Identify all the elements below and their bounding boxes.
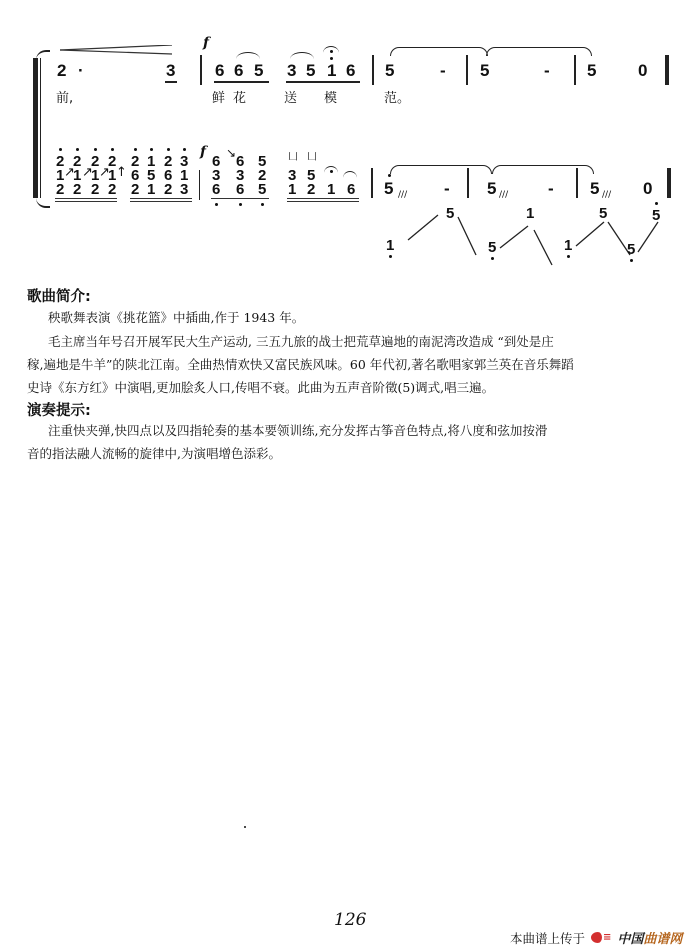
octave-dot	[134, 148, 137, 151]
lyric: 模	[324, 91, 338, 106]
dash: -	[444, 179, 450, 198]
note: 5	[258, 153, 267, 170]
note: 6	[236, 181, 245, 198]
system-bracket-thin	[40, 58, 41, 198]
underline	[130, 201, 192, 202]
note: 5	[627, 241, 636, 258]
note-dot: ·	[78, 61, 84, 80]
system-bracket	[33, 58, 38, 198]
intro-heading: 歌曲简介:	[27, 289, 91, 305]
barline	[372, 55, 374, 85]
note: 6	[234, 61, 244, 80]
intro-paragraph-3: 稼,遍地是牛羊”的陕北江南。全曲热情欢快又富民族风味。60 年代初,著名歌唱家郭兰英在音乐舞蹈	[27, 357, 574, 372]
note: 1	[91, 167, 100, 184]
note: 5	[587, 61, 597, 80]
slur	[236, 52, 260, 59]
octave-dot	[59, 148, 62, 151]
speck	[244, 826, 246, 828]
note: 5	[147, 167, 156, 184]
lyric: 鲜	[212, 91, 226, 106]
note: 2	[56, 181, 65, 198]
octave-dot	[167, 148, 170, 151]
note: 3	[180, 153, 189, 170]
note: 0	[638, 61, 648, 80]
lyric: 前,	[56, 91, 74, 106]
note: 1	[327, 181, 336, 198]
low-octave-dot	[389, 255, 392, 258]
tips-paragraph-2: 音的指法融人流畅的旋律中,为演唱增色添彩。	[27, 446, 281, 461]
fingering-arrow-icon: ↗	[99, 165, 110, 180]
bracket-top-hook	[36, 50, 50, 62]
page-number: 126	[334, 910, 367, 930]
note: 3	[180, 181, 189, 198]
note: 2	[164, 153, 173, 170]
low-octave-dot	[567, 255, 570, 258]
underline	[214, 81, 269, 83]
barline	[467, 168, 469, 198]
dash: -	[544, 61, 550, 80]
note: 6	[212, 153, 221, 170]
note: 3	[288, 167, 297, 184]
fingering-arrow-icon: ↑	[116, 165, 127, 180]
note: 5	[258, 181, 267, 198]
fingering-arrow-icon: ↗	[82, 165, 93, 180]
low-octave-dot	[239, 203, 242, 206]
tips-paragraph-1: 注重快夹弹,快四点以及四指轮奏的基本要领训练,充分发挥古筝音色特点,将八度和弦加按滑	[48, 423, 548, 438]
tie	[390, 165, 492, 174]
note: 1	[147, 153, 156, 170]
barline	[199, 170, 200, 200]
tips-heading: 演奏提示:	[27, 403, 91, 419]
note: 6	[215, 61, 225, 80]
note: 2	[307, 181, 316, 198]
underline	[55, 201, 117, 202]
slide-arrow-icon: ↘	[226, 146, 237, 160]
note: 1	[288, 181, 297, 198]
dynamic-forte: f	[203, 35, 210, 51]
note: 6	[347, 181, 356, 198]
site-name-part-b: 曲谱网	[643, 932, 683, 947]
site-name[interactable]	[617, 928, 682, 947]
fermata-dot	[330, 50, 333, 53]
octave-dot	[94, 148, 97, 151]
tie	[486, 47, 592, 56]
dash: -	[440, 61, 446, 80]
upload-text: 本曲谱上传于	[510, 930, 586, 946]
note: 2	[108, 153, 117, 170]
note: 1	[386, 237, 395, 254]
tremolo-icon: ///	[602, 190, 612, 200]
barline	[466, 55, 468, 85]
note: 5	[488, 239, 497, 256]
lyric: 送	[284, 91, 298, 106]
note: 5	[652, 207, 661, 224]
note: 6	[346, 61, 356, 80]
slur	[290, 52, 314, 59]
note: 3	[287, 61, 297, 80]
underline	[130, 198, 192, 199]
barline	[574, 55, 576, 85]
note: 2	[164, 181, 173, 198]
note: 5	[306, 61, 316, 80]
upload-credit	[510, 928, 682, 947]
octave-dot	[150, 148, 153, 151]
note: 2	[57, 61, 67, 80]
final-barline	[665, 55, 669, 85]
fermata-dot	[330, 170, 333, 173]
note: 2	[91, 181, 100, 198]
intro-paragraph-1: 秧歌舞表演《挑花篮》中插曲,作于 1943 年。	[48, 310, 305, 325]
slur	[343, 171, 357, 178]
octave-dot	[111, 148, 114, 151]
note: 2	[131, 181, 140, 198]
note: 2	[91, 153, 100, 170]
note: 1	[327, 61, 337, 80]
barline	[371, 168, 373, 198]
pluck-mark-icon: 凵	[288, 152, 298, 163]
note: 2	[258, 167, 267, 184]
tremolo-icon: ///	[398, 190, 408, 200]
site-logo-icon: ≡	[591, 932, 611, 943]
note: 2	[73, 153, 82, 170]
note: 5	[307, 167, 316, 184]
note: 2	[108, 181, 117, 198]
bracket-bottom-hook	[36, 196, 50, 208]
note: 5	[384, 179, 394, 198]
note: 5	[446, 205, 455, 222]
note: 6	[212, 181, 221, 198]
note: 5	[254, 61, 264, 80]
hairpin	[60, 40, 172, 50]
note: 5	[590, 179, 600, 198]
intro-paragraph-4: 史诗《东方红》中演唱,更加脍炙人口,传唱不衰。此曲为五声音阶徵(5)调式,唱三遍。	[27, 380, 495, 395]
tie	[390, 47, 488, 56]
note: 1	[526, 205, 535, 222]
note: 1	[108, 167, 117, 184]
octave-dot	[76, 148, 79, 151]
note: 0	[643, 179, 653, 198]
underline	[286, 81, 360, 83]
low-octave-dot	[630, 259, 633, 262]
note: 6	[236, 153, 245, 170]
note: 5	[599, 205, 608, 222]
final-barline	[667, 168, 671, 198]
octave-dot	[330, 57, 333, 60]
note: 5	[385, 61, 395, 80]
note: 6	[131, 167, 140, 184]
octave-dot	[388, 174, 391, 177]
site-name-part-a: 中国	[617, 932, 644, 947]
low-octave-dot	[215, 203, 218, 206]
note: 2	[56, 153, 65, 170]
tremolo-icon: ///	[499, 190, 509, 200]
low-octave-dot	[261, 203, 264, 206]
note: 2	[131, 153, 140, 170]
fingering-arrow-icon: ↗	[64, 165, 75, 180]
tie	[492, 165, 594, 174]
barline	[200, 55, 202, 85]
underline	[287, 201, 359, 202]
note: 3	[212, 167, 221, 184]
lyric: 花	[233, 91, 247, 106]
note: 1	[180, 167, 189, 184]
low-octave-dot	[491, 257, 494, 260]
intro-paragraph-2: 毛主席当年号召开展军民大生产运动, 三五九旅的战士把荒草遍地的南泥湾改造成 “到处是庄	[48, 334, 554, 349]
underline	[165, 81, 177, 83]
note: 1	[564, 237, 573, 254]
underline	[55, 198, 117, 199]
note: 1	[56, 167, 65, 184]
dash: -	[548, 179, 554, 198]
pluck-mark-icon: 凵	[307, 152, 317, 163]
note: 2	[73, 181, 82, 198]
note: 3	[166, 61, 176, 80]
barline	[576, 168, 578, 198]
dynamic-forte: f	[200, 144, 207, 160]
note: 1	[147, 181, 156, 198]
underline	[211, 198, 269, 199]
octave-dot	[655, 202, 658, 205]
underline	[287, 198, 359, 199]
note: 6	[164, 167, 173, 184]
note: 5	[480, 61, 490, 80]
note: 5	[487, 179, 497, 198]
note: 3	[236, 167, 245, 184]
arpeggio-lines	[380, 200, 670, 270]
octave-dot	[183, 148, 186, 151]
note: 1	[73, 167, 82, 184]
lyric: 范。	[384, 91, 411, 106]
